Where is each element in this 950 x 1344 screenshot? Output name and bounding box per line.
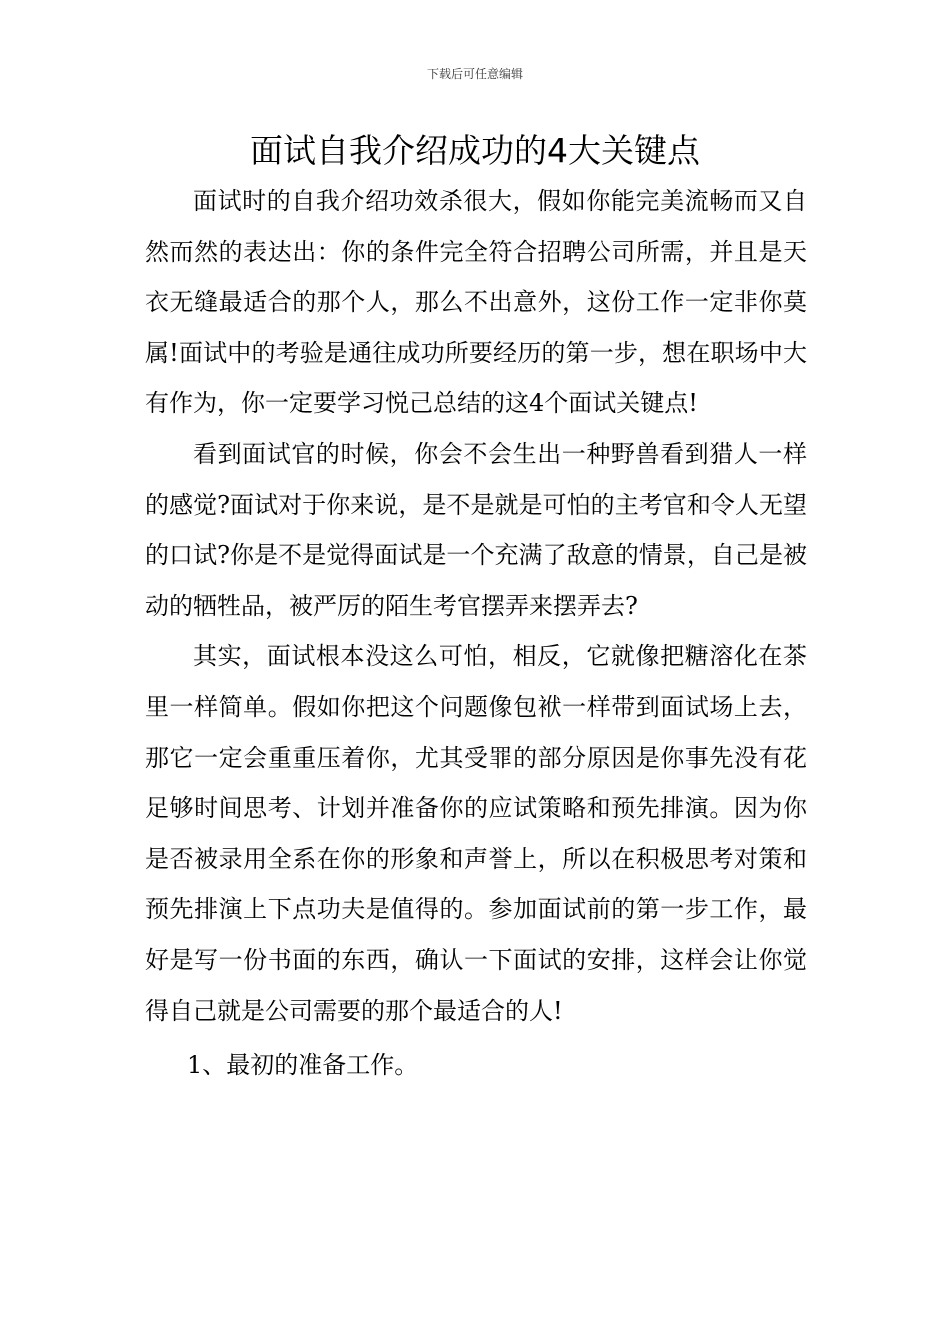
paragraph-interviewer-feeling: 看到面试官的时候，你会不会生出一种野兽看到猎人一样的感觉?面试对于你来说，是不是就是可怕的主考官和令人无望的口试?你是不是觉得面试是一个充满了敌意的情景，自己是被动的牺牲品，被严厉的陌生考官摆弄来摆弄去?	[145, 439, 807, 620]
document-title: 面试自我介绍成功的4大关键点	[250, 131, 700, 170]
document-body	[145, 176, 807, 1091]
paragraph-preparation: 其实，面试根本没这么可怕，相反，它就像把糖溶化在茶里一样简单。假如你把这个问题像包袱一样带到面试场上去，那它一定会重重压着你，尤其受罪的部分原因是你事先没有花足够时间思考、计划并准备你的应试策略和预先排演。因为你是否被录用全系在你的形象和声誉上，所以在积极思考对策和预先排演上下点功夫是值得的。参加面试前的第一步工作，最好是写一份书面的东西，确认一下面试的安排，这样会让你觉得自己就是公司需要的那个最适合的人!	[145, 642, 807, 1025]
paragraph-intro: 面试时的自我介绍功效杀很大，假如你能完美流畅而又自然而然的表达出：你的条件完全符合招聘公司所需，并且是天衣无缝最适合的那个人，那么不出意外，这份工作一定非你莫属!面试中的考验是通往成功所要经历的第一步，想在职场中大有作为，你一定要学习悦己总结的这4个面试关键点!	[145, 187, 807, 418]
numbered-item-1: 1、最初的准备工作。	[187, 1051, 419, 1080]
header-note: 下载后可任意编辑	[426, 67, 523, 81]
